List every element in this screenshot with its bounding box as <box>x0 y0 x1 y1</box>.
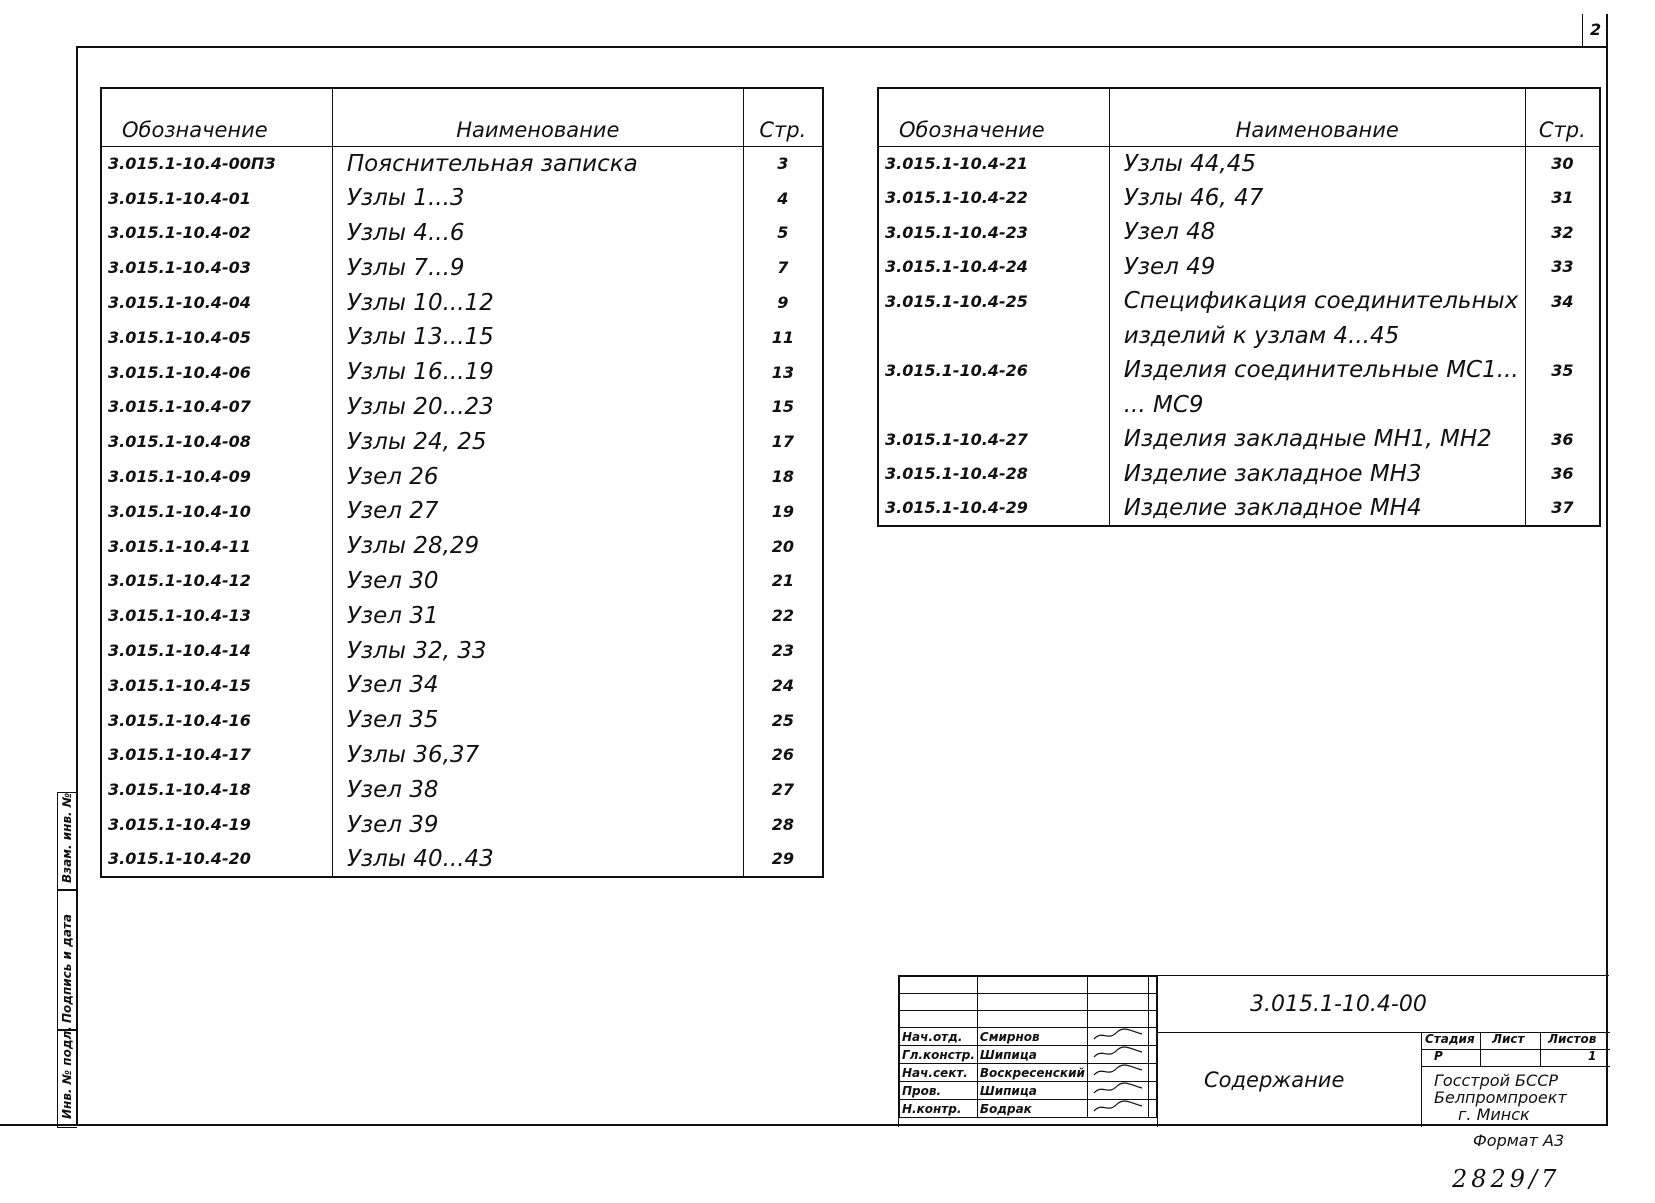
right-table-page-cell: 37 <box>1525 491 1600 526</box>
left-table-row <box>101 355 823 390</box>
right-table-row <box>878 388 1600 423</box>
left-table-code-cell: 3.015.1-10.4-02 <box>101 216 332 251</box>
stage-header-cell <box>1422 1032 1481 1050</box>
right-table-code-cell: 3.015.1-10.4-21 <box>878 146 1109 181</box>
left-contents-table <box>100 87 824 878</box>
left-table-page-cell: 28 <box>743 807 823 842</box>
signature-role: Нач.сект. <box>900 1064 978 1082</box>
signature-role: Н.контр. <box>900 1100 978 1118</box>
left-table-name-cell: Узлы 36,37 <box>332 738 743 773</box>
left-table-row <box>101 772 823 807</box>
right-table-name-cell: Узлы 46, 47 <box>1109 181 1525 216</box>
signature-date-cell <box>1148 1028 1156 1046</box>
left-table-name-cell: Узлы 4...6 <box>332 216 743 251</box>
right-table-name-cell: Изделие закладное МН4 <box>1109 491 1525 526</box>
left-table-name-cell: Узел 38 <box>332 772 743 807</box>
left-table-page-cell: 4 <box>743 181 823 216</box>
signature-row <box>900 1082 1157 1100</box>
left-table-row <box>101 181 823 216</box>
right-table-row <box>878 215 1600 250</box>
left-table-page-cell: 21 <box>743 564 823 599</box>
signature-empty-cell <box>1148 994 1156 1011</box>
left-table-name-cell: Узел 39 <box>332 807 743 842</box>
right-table-page-cell: 32 <box>1525 215 1600 250</box>
right-table-code-cell: 3.015.1-10.4-29 <box>878 491 1109 526</box>
left-table-code-cell: 3.015.1-10.4-15 <box>101 668 332 703</box>
left-table-row <box>101 529 823 564</box>
right-header-row <box>878 88 1600 146</box>
left-table-row <box>101 494 823 529</box>
left-table-row <box>101 807 823 842</box>
left-table-name-cell: Узел 35 <box>332 703 743 738</box>
left-table-page-cell: 25 <box>743 703 823 738</box>
right-table-page-cell: 35 <box>1525 353 1600 388</box>
stage-value: Р <box>1434 1049 1443 1063</box>
left-table-name-cell: Узлы 20...23 <box>332 390 743 425</box>
right-table-code-cell: 3.015.1-10.4-23 <box>878 215 1109 250</box>
right-table-name-cell: изделий к узлам 4...45 <box>1109 319 1525 354</box>
signature-empty-cell <box>1087 977 1148 994</box>
right-table-page-cell: 31 <box>1525 181 1600 216</box>
signature-empty-cell <box>977 977 1087 994</box>
signature-empty-cell <box>977 994 1087 1011</box>
right-table-code-cell: 3.015.1-10.4-28 <box>878 457 1109 492</box>
signature-date-cell <box>1148 1064 1156 1082</box>
left-table-page-cell: 3 <box>743 146 823 181</box>
right-table-code-cell: 3.015.1-10.4-24 <box>878 250 1109 285</box>
left-table-code-cell: 3.015.1-10.4-09 <box>101 459 332 494</box>
signature-scribble <box>1090 1082 1146 1096</box>
signature-empty-cell <box>900 977 978 994</box>
left-table-code-cell: 3.015.1-10.4-04 <box>101 285 332 320</box>
stage-grid <box>1421 1032 1610 1127</box>
signature-empty-cell <box>900 994 978 1011</box>
signature-date-cell <box>1148 1046 1156 1064</box>
left-table-page-cell: 7 <box>743 250 823 285</box>
sheet-number: 2 <box>1590 20 1602 39</box>
right-header-code: Обозначение <box>878 88 1109 146</box>
left-table-code-cell: 3.015.1-10.4-13 <box>101 598 332 633</box>
left-table-code-cell: 3.015.1-10.4-08 <box>101 424 332 459</box>
right-table-page-cell <box>1525 319 1600 354</box>
org-line-1: Госстрой БССР <box>1434 1071 1559 1090</box>
left-table-row <box>101 703 823 738</box>
left-table-row <box>101 842 823 877</box>
right-table-name-cell: Узел 48 <box>1109 215 1525 250</box>
format-label: Формат А3 <box>1473 1131 1565 1150</box>
right-table-row <box>878 457 1600 492</box>
signature-grid <box>899 976 1157 1118</box>
left-table-page-cell: 9 <box>743 285 823 320</box>
side-stamp <box>57 792 77 1128</box>
side-stamp-inv-podl: Инв. № подл. <box>60 1026 74 1119</box>
signature-empty-row <box>900 977 1157 994</box>
right-table-name-cell: Изделия соединительные МС1... <box>1109 353 1525 388</box>
right-header-name: Наименование <box>1109 88 1525 146</box>
left-table-code-cell: 3.015.1-10.4-16 <box>101 703 332 738</box>
right-table-code-cell: 3.015.1-10.4-22 <box>878 181 1109 216</box>
left-table-name-cell: Узлы 7...9 <box>332 250 743 285</box>
side-stamp-podpis-data: Подпись и дата <box>60 914 74 1023</box>
left-table-name-cell: Узел 30 <box>332 564 743 599</box>
right-table-code-cell <box>878 319 1109 354</box>
right-table-row <box>878 491 1600 526</box>
left-table-page-cell: 5 <box>743 216 823 251</box>
left-table-code-cell: 3.015.1-10.4-14 <box>101 633 332 668</box>
side-stamp-divider-1 <box>58 889 77 891</box>
left-table-page-cell: 15 <box>743 390 823 425</box>
left-table-page-cell: 13 <box>743 355 823 390</box>
sheets-value: 1 <box>1588 1049 1597 1063</box>
signature-name: Шипица <box>977 1082 1087 1100</box>
handwritten-signature <box>1087 1082 1148 1100</box>
left-table-name-cell: Пояснительная записка <box>332 146 743 181</box>
left-table-row <box>101 216 823 251</box>
title-block <box>898 975 1609 1127</box>
sheet-number-box <box>1582 14 1607 46</box>
left-table-page-cell: 18 <box>743 459 823 494</box>
left-table-name-cell: Узлы 32, 33 <box>332 633 743 668</box>
right-table-page-cell: 33 <box>1525 250 1600 285</box>
right-table-page-cell: 30 <box>1525 146 1600 181</box>
signature-row <box>900 1046 1157 1064</box>
left-table-name-cell: Узлы 40...43 <box>332 842 743 877</box>
left-table-name-cell: Узлы 10...12 <box>332 285 743 320</box>
right-table-row <box>878 250 1600 285</box>
left-table-row <box>101 459 823 494</box>
left-table-name-cell: Узлы 13...15 <box>332 320 743 355</box>
left-table-row <box>101 598 823 633</box>
left-table-code-cell: 3.015.1-10.4-11 <box>101 529 332 564</box>
left-table-page-cell: 20 <box>743 529 823 564</box>
left-header-code: Обозначение <box>101 88 332 146</box>
side-stamp-vzam-inv: Взам. инв. № <box>60 792 74 883</box>
org-line-3: г. Минск <box>1458 1105 1530 1124</box>
left-table-code-cell: 3.015.1-10.4-18 <box>101 772 332 807</box>
signature-name: Шипица <box>977 1046 1087 1064</box>
right-table-name-cell: Узел 49 <box>1109 250 1525 285</box>
right-table-row <box>878 181 1600 216</box>
frame-right <box>1606 14 1608 1126</box>
left-table-code-cell: 3.015.1-10.4-10 <box>101 494 332 529</box>
title-designation-cell <box>1157 976 1610 1033</box>
left-table-row <box>101 564 823 599</box>
org-line-2: Белпромпроект <box>1434 1088 1567 1107</box>
signature-row <box>900 1064 1157 1082</box>
left-table-page-cell: 24 <box>743 668 823 703</box>
signature-empty-cell <box>1148 1011 1156 1028</box>
left-table-page-cell: 11 <box>743 320 823 355</box>
right-table-code-cell: 3.015.1-10.4-25 <box>878 284 1109 319</box>
right-table-name-cell: Спецификация соединительных <box>1109 284 1525 319</box>
left-table-row <box>101 668 823 703</box>
right-table-code-cell <box>878 388 1109 423</box>
left-table-page-cell: 19 <box>743 494 823 529</box>
signature-name: Бодрак <box>977 1100 1087 1118</box>
handwritten-signature <box>1087 1028 1148 1046</box>
left-table-row <box>101 250 823 285</box>
left-table-row <box>101 738 823 773</box>
handwritten-signature <box>1087 1046 1148 1064</box>
right-contents-table <box>877 87 1601 527</box>
left-table-code-cell: 3.015.1-10.4-01 <box>101 181 332 216</box>
right-table-code-cell: 3.015.1-10.4-27 <box>878 422 1109 457</box>
archive-number: 2829/7 <box>1452 1165 1561 1193</box>
right-table-row <box>878 353 1600 388</box>
left-table-page-cell: 26 <box>743 738 823 773</box>
left-table-row <box>101 320 823 355</box>
document-title: Содержание <box>1204 1068 1345 1092</box>
left-table-code-cell: 3.015.1-10.4-05 <box>101 320 332 355</box>
right-table-row <box>878 422 1600 457</box>
signature-scribble <box>1090 1064 1146 1078</box>
left-header-row <box>101 88 823 146</box>
right-table-page-cell: 36 <box>1525 457 1600 492</box>
right-table-row <box>878 146 1600 181</box>
left-table-code-cell: 3.015.1-10.4-20 <box>101 842 332 877</box>
left-table-name-cell: Узел 34 <box>332 668 743 703</box>
handwritten-signature <box>1087 1064 1148 1082</box>
signature-name: Воскресенский <box>977 1064 1087 1082</box>
left-table-name-cell: Узел 31 <box>332 598 743 633</box>
signature-row <box>900 1100 1157 1118</box>
left-table-row <box>101 390 823 425</box>
signature-scribble <box>1090 1028 1146 1042</box>
left-table-code-cell: 3.015.1-10.4-19 <box>101 807 332 842</box>
sheet-header-cell <box>1480 1032 1541 1050</box>
left-table-page-cell: 29 <box>743 842 823 877</box>
right-table-page-cell: 36 <box>1525 422 1600 457</box>
signature-date-cell <box>1148 1100 1156 1118</box>
left-table-code-cell: 3.015.1-10.4-03 <box>101 250 332 285</box>
signature-empty-cell <box>1087 1011 1148 1028</box>
signature-role: Гл.констр. <box>900 1046 978 1064</box>
sheet-value-cell <box>1480 1049 1541 1067</box>
left-table-name-cell: Узлы 28,29 <box>332 529 743 564</box>
right-table-name-cell: Узлы 44,45 <box>1109 146 1525 181</box>
left-table-code-cell: 3.015.1-10.4-07 <box>101 390 332 425</box>
handwritten-signature <box>1087 1100 1148 1118</box>
left-table-name-cell: Узлы 1...3 <box>332 181 743 216</box>
signature-empty-cell <box>1148 977 1156 994</box>
stage-header: Стадия <box>1425 1032 1475 1046</box>
right-table-name-cell: ... МС9 <box>1109 388 1525 423</box>
right-table-row <box>878 284 1600 319</box>
signature-name: Смирнов <box>977 1028 1087 1046</box>
left-table-row <box>101 285 823 320</box>
right-header-page: Стр. <box>1525 88 1600 146</box>
title-designation: 3.015.1-10.4-00 <box>1250 992 1427 1017</box>
title-name-cell <box>1157 1032 1422 1127</box>
sheets-header-cell <box>1540 1032 1610 1050</box>
signature-empty-cell <box>1087 994 1148 1011</box>
signature-empty-cell <box>977 1011 1087 1028</box>
stage-value-cell <box>1422 1049 1481 1067</box>
right-table-code-cell: 3.015.1-10.4-26 <box>878 353 1109 388</box>
left-header-name: Наименование <box>332 88 743 146</box>
signature-empty-cell <box>900 1011 978 1028</box>
left-table-name-cell: Узлы 24, 25 <box>332 424 743 459</box>
signature-date-cell <box>1148 1082 1156 1100</box>
organization <box>1434 1072 1567 1123</box>
left-table-name-cell: Узлы 16...19 <box>332 355 743 390</box>
signature-role: Пров. <box>900 1082 978 1100</box>
right-table-name-cell: Изделия закладные МН1, МН2 <box>1109 422 1525 457</box>
right-table-row <box>878 319 1600 354</box>
left-table-page-cell: 17 <box>743 424 823 459</box>
left-table-code-cell: 3.015.1-10.4-00ПЗ <box>101 146 332 181</box>
left-table-name-cell: Узел 26 <box>332 459 743 494</box>
sheets-header: Листов <box>1548 1032 1597 1046</box>
right-table-name-cell: Изделие закладное МН3 <box>1109 457 1525 492</box>
left-table-code-cell: 3.015.1-10.4-12 <box>101 564 332 599</box>
left-table-page-cell: 22 <box>743 598 823 633</box>
right-table-page-cell <box>1525 388 1600 423</box>
sheets-value-cell <box>1540 1049 1610 1067</box>
signature-scribble <box>1090 1100 1146 1114</box>
left-table-row <box>101 424 823 459</box>
left-table-row <box>101 146 823 181</box>
left-table-page-cell: 23 <box>743 633 823 668</box>
left-table-row <box>101 633 823 668</box>
left-table-page-cell: 27 <box>743 772 823 807</box>
signature-role: Нач.отд. <box>900 1028 978 1046</box>
frame-top <box>76 46 1608 48</box>
left-table-code-cell: 3.015.1-10.4-17 <box>101 738 332 773</box>
signature-empty-row <box>900 1011 1157 1028</box>
signature-empty-row <box>900 994 1157 1011</box>
left-header-page: Стр. <box>743 88 823 146</box>
signature-scribble <box>1090 1046 1146 1060</box>
signature-row <box>900 1028 1157 1046</box>
left-table-name-cell: Узел 27 <box>332 494 743 529</box>
left-table-code-cell: 3.015.1-10.4-06 <box>101 355 332 390</box>
right-table-page-cell: 34 <box>1525 284 1600 319</box>
sheet-header: Лист <box>1492 1032 1525 1046</box>
